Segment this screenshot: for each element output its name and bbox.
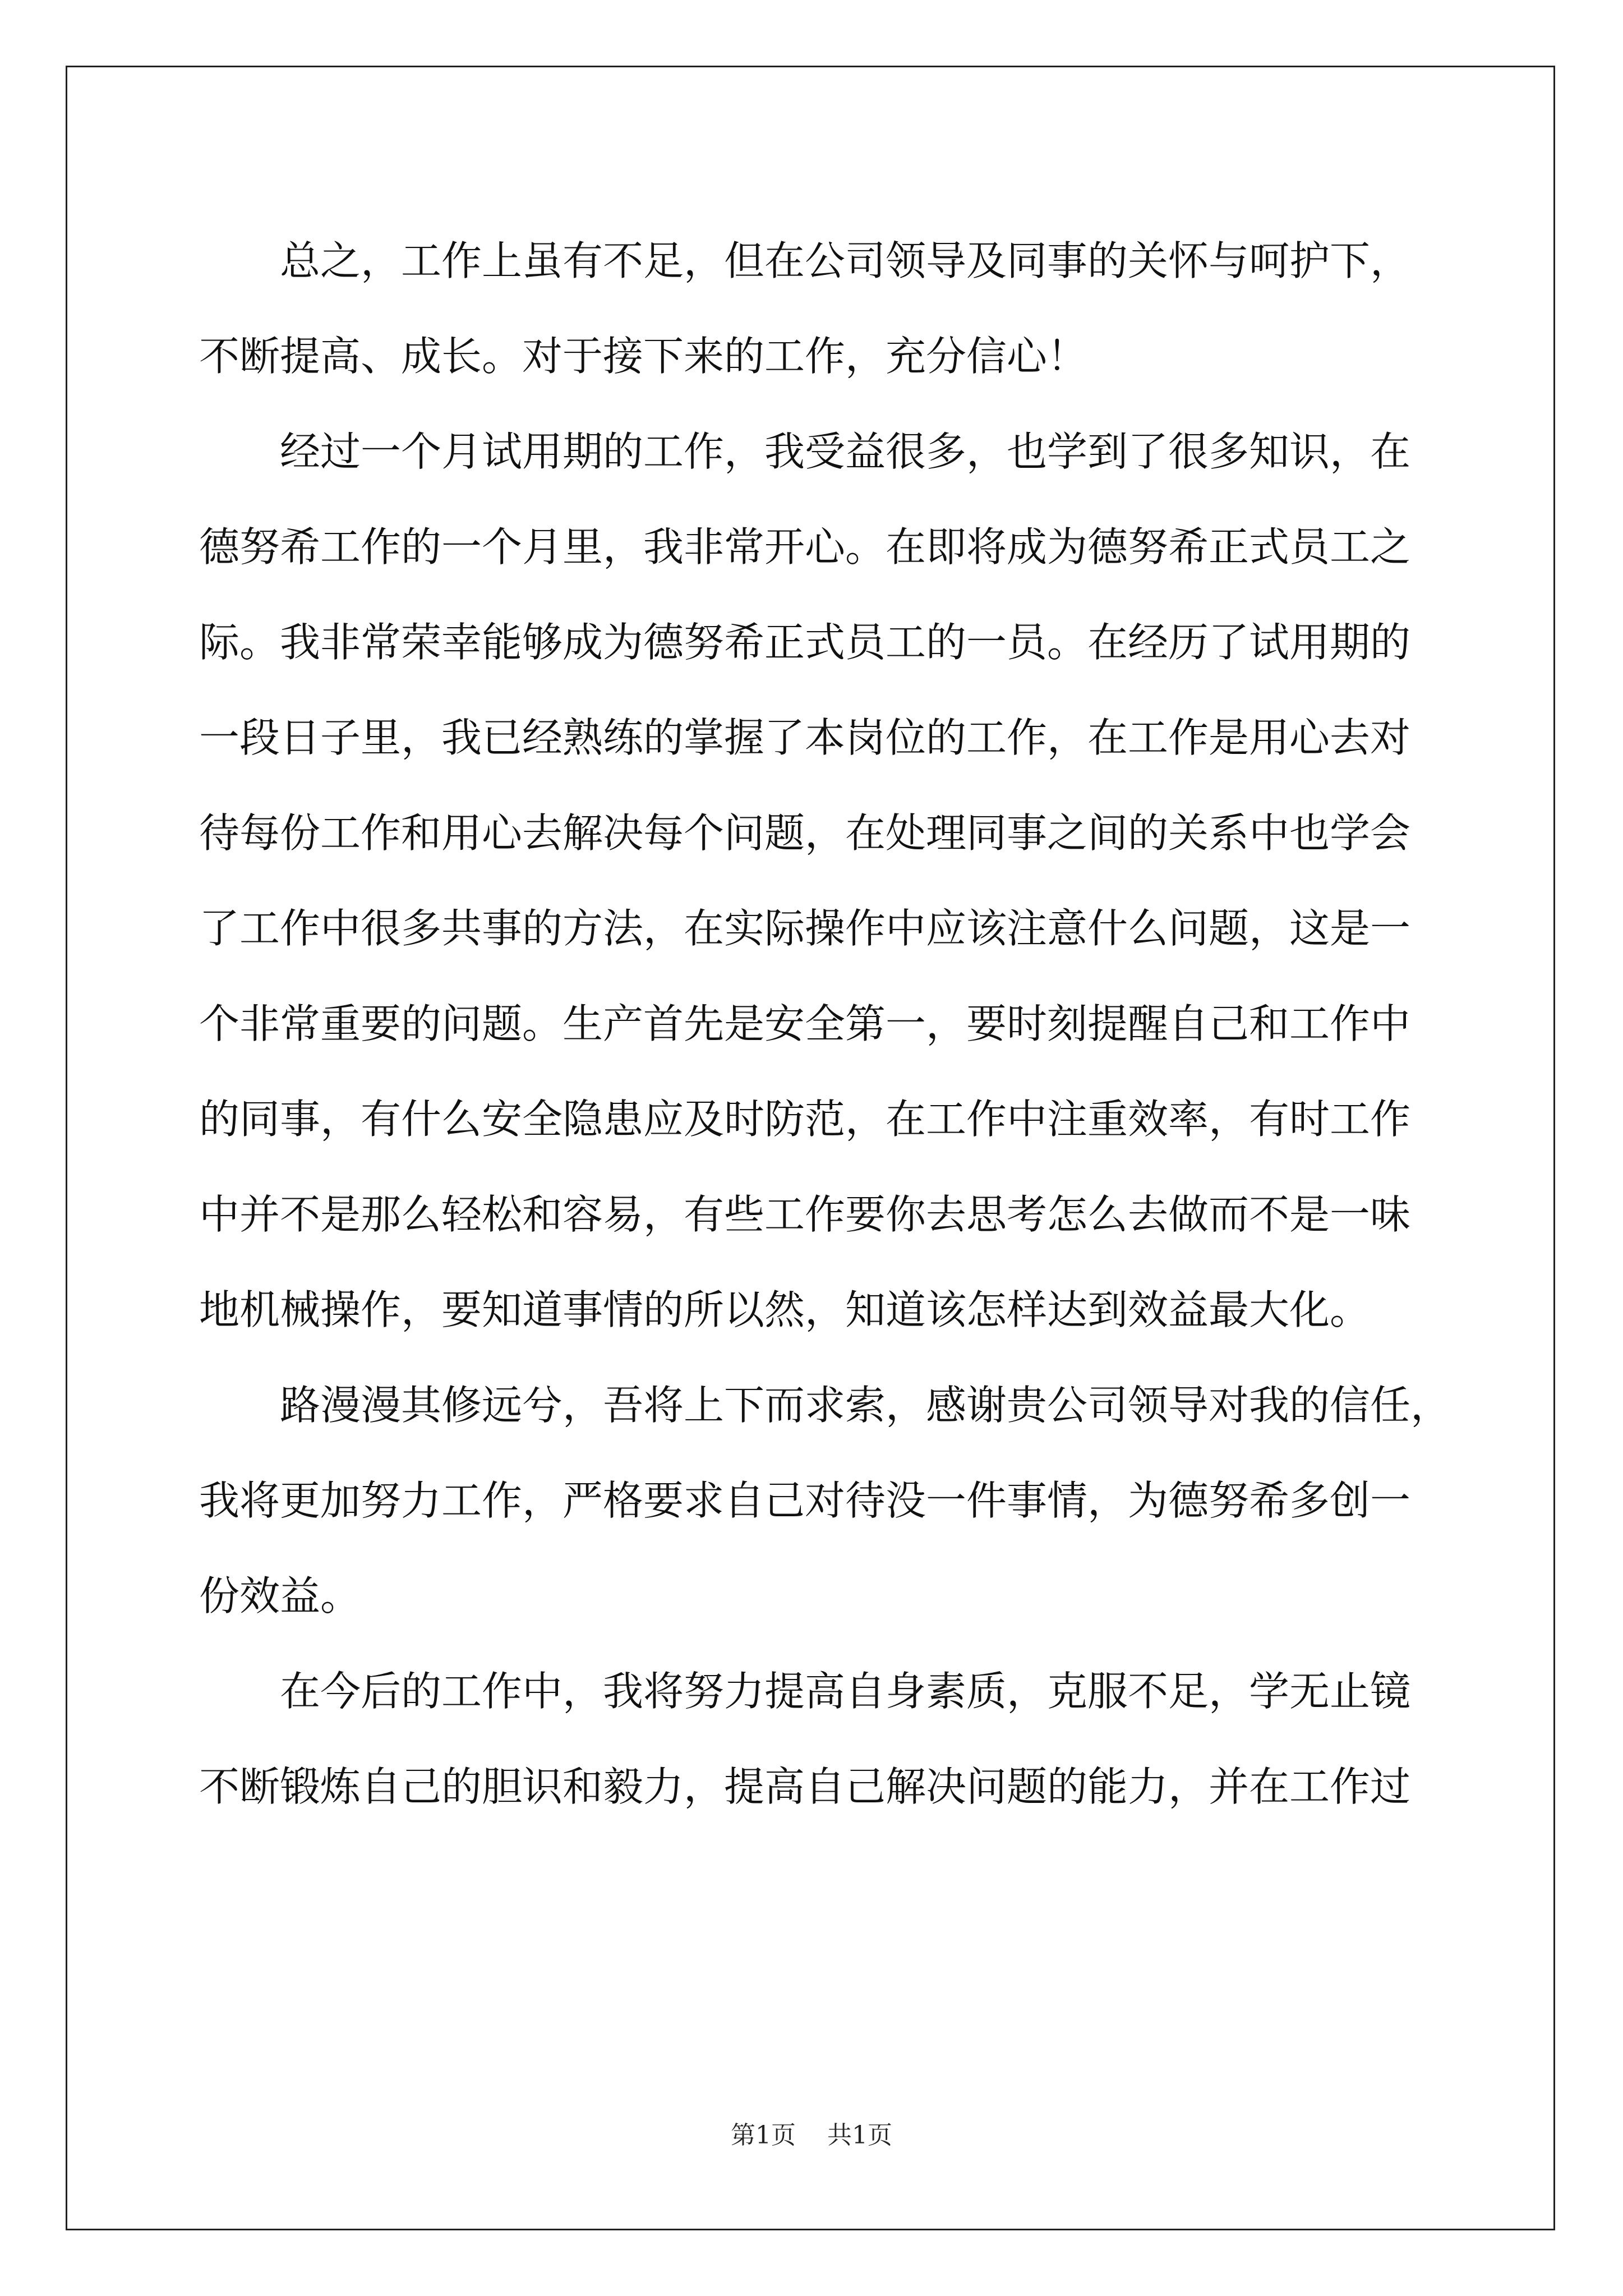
page-footer [0, 2115, 1623, 2151]
text-line: 了工作中很多共事的方法，在实际操作中应该注意什么问题，这是一 [199, 905, 1411, 952]
text-line: 的同事，有什么安全隐患应及时防范，在工作中注重效率，有时工作 [199, 1096, 1411, 1143]
text-line: 在今后的工作中，我将努力提高自身素质，克服不足，学无止镜 [280, 1668, 1411, 1715]
paragraph [199, 404, 1427, 1358]
text-line: 经过一个月试用期的工作，我受益很多，也学到了很多知识，在 [280, 428, 1411, 475]
text-line: 待每份工作和用心去解决每个问题，在处理同事之间的关系中也学会 [199, 809, 1411, 857]
text-line: 一段日子里，我已经熟练的掌握了本岗位的工作，在工作是用心去对 [199, 714, 1411, 761]
text-line: 我将更加努力工作，严格要求自己对待没一件事情，为德努希多创一 [199, 1477, 1411, 1524]
paragraph [199, 1644, 1427, 1834]
paragraph [199, 1358, 1451, 1644]
text-line: 德努希工作的一个月里，我非常开心。在即将成为德努希正式员工之 [199, 523, 1411, 570]
page-number: 第1页 [731, 2121, 796, 2150]
text-line: 总之，工作上虽有不足，但在公司领导及同事的关怀与呵护下， [280, 237, 1411, 284]
text-line: 地机械操作，要知道事情的所以然，知道该怎样达到效益最大化。 [199, 1286, 1371, 1333]
text-line: 份效益。 [199, 1572, 361, 1619]
text-line: 中并不是那么轻松和容易，有些工作要你去思考怎么去做而不是一味 [199, 1191, 1411, 1238]
text-line: 个非常重要的问题。生产首先是安全第一，要时刻提醒自己和工作中 [199, 1000, 1411, 1047]
footer-spacer [804, 2121, 819, 2150]
page-total: 共1页 [827, 2121, 892, 2150]
text-line: 路漫漫其修远兮，吾将上下而求索，感谢贵公司领导对我的信任， [280, 1382, 1451, 1429]
document-body [199, 213, 1451, 1834]
text-line: 不断锻炼自己的胆识和毅力，提高自己解决问题的能力，并在工作过 [199, 1763, 1411, 1810]
text-line: 不断提高、成长。对于接下来的工作，充分信心！ [199, 333, 1088, 380]
text-line: 际。我非常荣幸能够成为德努希正式员工的一员。在经历了试用期的 [199, 619, 1411, 666]
paragraph [199, 213, 1427, 404]
